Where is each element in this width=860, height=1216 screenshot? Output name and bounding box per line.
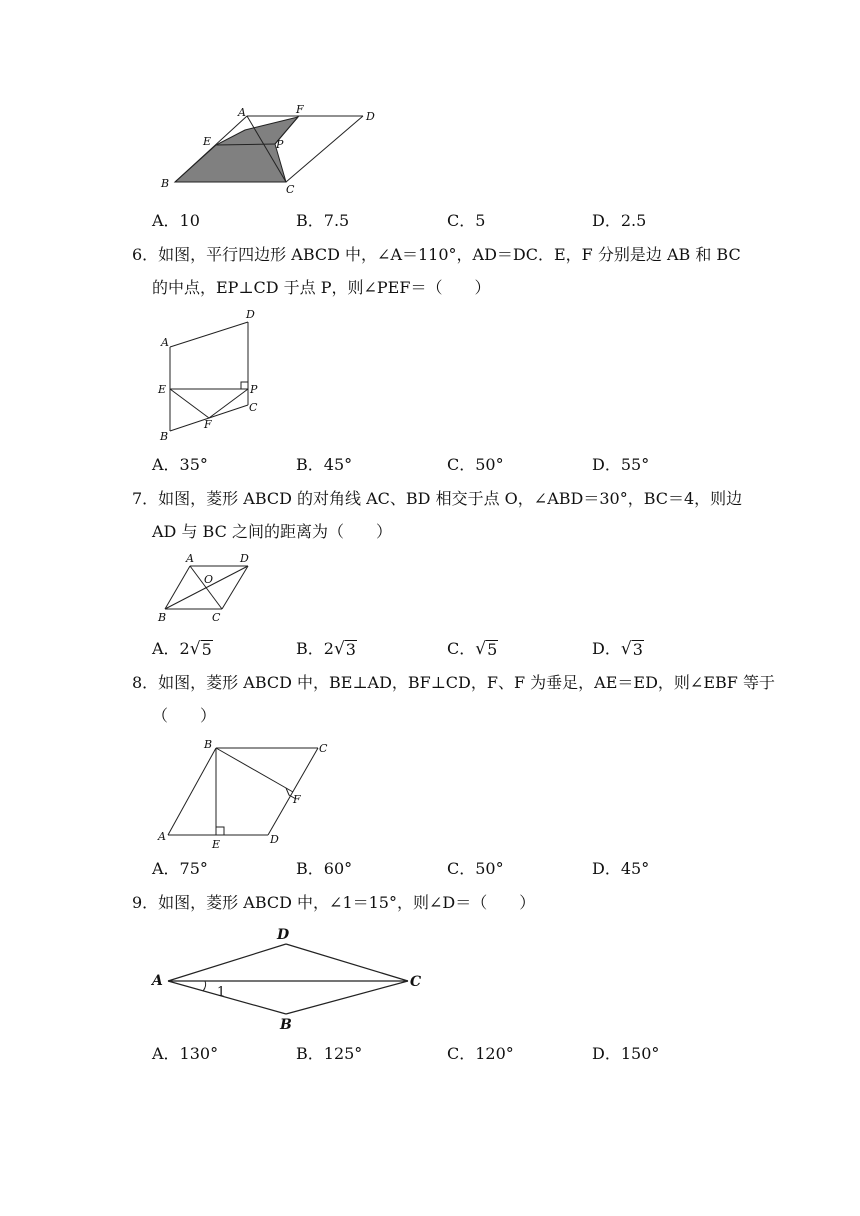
sqrt-symbol: √ 5 bbox=[475, 639, 498, 659]
q9-label-angle-1: 1 bbox=[217, 985, 226, 1000]
q7-label-O: O bbox=[204, 573, 214, 586]
q7-option-b-radicand: 3 bbox=[345, 640, 356, 659]
q8-figure bbox=[150, 735, 340, 855]
q6-label-F: F bbox=[204, 418, 212, 431]
q6-right-angle-mark bbox=[241, 382, 248, 389]
q5-label-F: F bbox=[296, 103, 304, 116]
q8-option-c[interactable]: C．50° bbox=[447, 859, 504, 878]
q7-stem-line2: AD 与 BC 之间的距离为（ ） bbox=[152, 522, 392, 541]
q9-label-B: B bbox=[280, 1017, 292, 1033]
q6-stem-line2: 的中点，EP⊥CD 于点 P，则∠PEF＝（ ） bbox=[152, 278, 491, 297]
q7-option-a-prefix: A．2 bbox=[152, 639, 190, 658]
sqrt-symbol: √ 5 bbox=[189, 639, 212, 659]
q6-figure bbox=[150, 305, 270, 445]
q7-option-a-radicand: 5 bbox=[201, 640, 212, 659]
q5-label-B: B bbox=[161, 177, 170, 190]
q9-angle-arc bbox=[203, 981, 206, 991]
q7-label-A: A bbox=[186, 552, 194, 565]
q5-option-d[interactable]: D．2.5 bbox=[592, 211, 647, 230]
q9-label-C: C bbox=[410, 974, 422, 990]
q6-label-A: A bbox=[161, 336, 169, 349]
q7-option-b-prefix: B．2 bbox=[296, 639, 334, 658]
q8-stem-line1: 8．如图，菱形 ABCD 中，BE⊥AD，BF⊥CD，F、F 为垂足，AE＝ED，则∠EBF 等于 bbox=[132, 673, 775, 692]
q6-option-b[interactable]: B．45° bbox=[296, 455, 353, 474]
q8-label-A: A bbox=[158, 830, 166, 843]
q7-label-C: C bbox=[212, 611, 221, 624]
q6-option-d[interactable]: D．55° bbox=[592, 455, 650, 474]
q8-right-angle-mark-E bbox=[216, 827, 224, 835]
q7-option-c-prefix: C． bbox=[447, 639, 476, 658]
sqrt-symbol: √ 3 bbox=[620, 639, 643, 659]
q7-option-d[interactable] bbox=[592, 639, 644, 659]
q9-figure bbox=[148, 922, 438, 1034]
q6-label-D: D bbox=[246, 308, 255, 321]
q7-option-a[interactable] bbox=[152, 639, 213, 659]
q8-option-a[interactable]: A．75° bbox=[152, 859, 208, 878]
q7-option-c-radicand: 5 bbox=[487, 640, 498, 659]
q8-stem-line2: （ ） bbox=[152, 706, 217, 725]
q7-label-B: B bbox=[158, 611, 167, 624]
q5-label-P: P bbox=[276, 138, 284, 151]
q7-option-b[interactable] bbox=[296, 639, 357, 659]
sqrt-symbol: √ 3 bbox=[333, 639, 356, 659]
q9-option-d[interactable]: D．150° bbox=[592, 1044, 660, 1063]
q5-figure bbox=[150, 100, 390, 200]
q7-figure bbox=[150, 550, 270, 630]
q5-label-C: C bbox=[286, 183, 295, 196]
q9-option-a[interactable]: A．130° bbox=[152, 1044, 219, 1063]
q5-label-E: E bbox=[203, 135, 212, 148]
q8-label-F: F bbox=[293, 793, 301, 806]
q7-option-c[interactable] bbox=[447, 639, 498, 659]
q6-label-C: C bbox=[249, 401, 258, 414]
q8-label-E: E bbox=[212, 838, 221, 851]
q6-option-a[interactable]: A．35° bbox=[152, 455, 208, 474]
q5-option-c[interactable]: C．5 bbox=[447, 211, 486, 230]
q8-option-d[interactable]: D．45° bbox=[592, 859, 650, 878]
q7-stem-line1: 7．如图，菱形 ABCD 的对角线 AC、BD 相交于点 O，∠ABD＝30°，BC＝4，则边 bbox=[132, 489, 743, 508]
q6-label-P: P bbox=[250, 383, 258, 396]
q6-label-B: B bbox=[160, 430, 169, 443]
q6-stem-line1: 6．如图，平行四边形 ABCD 中，∠A＝110°，AD＝DC．E，F 分别是边 AB 和 BC bbox=[132, 245, 741, 264]
q6-option-c[interactable]: C．50° bbox=[447, 455, 504, 474]
q9-stem-line1: 9．如图，菱形 ABCD 中，∠1＝15°，则∠D＝（ ） bbox=[132, 893, 536, 912]
q9-option-c[interactable]: C．120° bbox=[447, 1044, 514, 1063]
q8-label-D: D bbox=[270, 833, 279, 846]
q9-label-A: A bbox=[152, 973, 163, 989]
q9-label-D: D bbox=[277, 927, 290, 943]
q6-label-E: E bbox=[158, 383, 167, 396]
q7-option-d-prefix: D． bbox=[592, 639, 621, 658]
q7-option-d-radicand: 3 bbox=[632, 640, 643, 659]
q8-option-b[interactable]: B．60° bbox=[296, 859, 353, 878]
q8-label-C: C bbox=[319, 742, 328, 755]
q5-option-b[interactable]: B．7.5 bbox=[296, 211, 350, 230]
q8-label-B: B bbox=[204, 738, 213, 751]
q7-label-D: D bbox=[240, 552, 249, 565]
q5-label-A: A bbox=[238, 106, 246, 119]
q5-label-D: D bbox=[366, 110, 375, 123]
q9-option-b[interactable]: B．125° bbox=[296, 1044, 363, 1063]
q5-option-a[interactable]: A．10 bbox=[152, 211, 200, 230]
